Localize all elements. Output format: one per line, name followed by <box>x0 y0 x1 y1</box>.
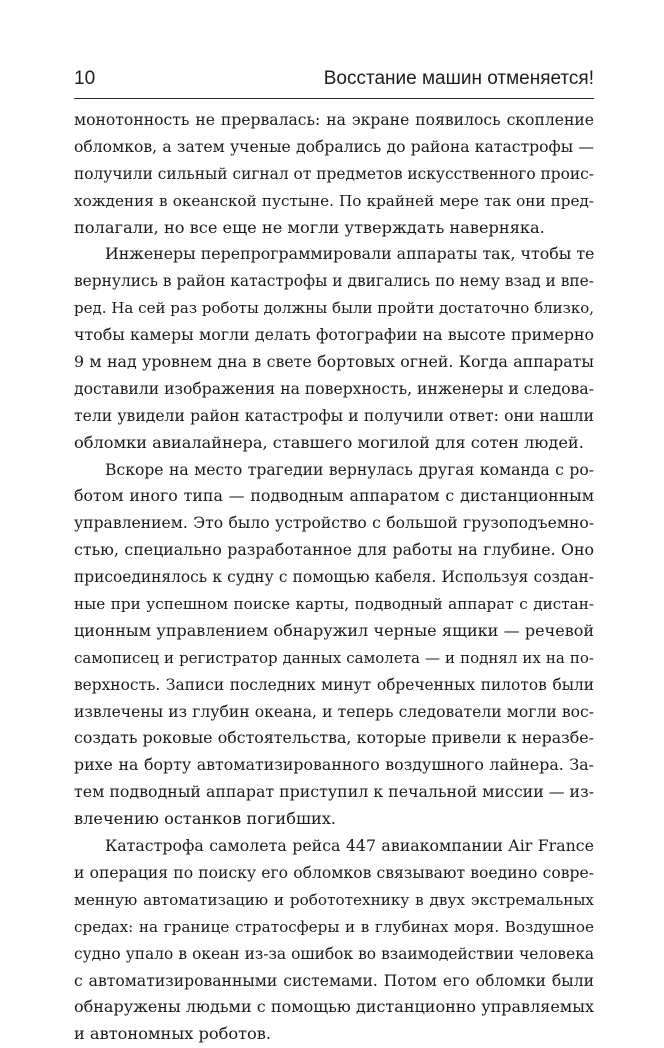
text-line: создать роковые обстоятельства, которые привели к неразбе- <box>74 728 594 748</box>
text-line: рихе на борту автоматизированного воздушного лайнера. За- <box>74 755 594 775</box>
text-line: доставили изображения на поверхность, инженеры и следова- <box>74 379 594 398</box>
text-line: обломки авиалайнера, ставшего могилой для сотен людей. <box>74 432 584 452</box>
text-line: ционным управлением обнаружил черные ящики — речевой <box>74 620 594 640</box>
running-title: Восстание машин отменяется! <box>323 68 594 89</box>
text-line: влечению останков погибших. <box>74 809 337 829</box>
text-line: обломков, а затем ученые добрались до района катастрофы — <box>74 137 594 156</box>
text-line: средах: на границе стратосферы и в глубинах моря. Воздушное <box>74 917 594 936</box>
text-line: самописец и регистратор данных самолета — и поднял их на по- <box>74 648 594 667</box>
text-line: получили сильный сигнал от предметов искусственного проис- <box>74 164 594 183</box>
text-line: вернулись в район катастрофы и двигались по нему взад и впе- <box>74 272 594 291</box>
text-line: верхность. Записи последних минут обреченных пилотов были <box>74 675 594 694</box>
text-line: чтобы камеры могли делать фотографии на высоте примерно <box>74 325 594 345</box>
text-line: извлечены из глубин океана, и теперь следователи могли вос- <box>74 702 594 721</box>
text-line: тели увидели район катастрофы и получили ответ: они нашли <box>74 406 594 425</box>
text-line: ные при успешном поиске карты, подводный аппарат с дистан- <box>74 595 594 614</box>
text-line: менную автоматизацию и робототехнику в двух экстремальных <box>74 890 594 909</box>
paragraph-1 <box>74 107 594 241</box>
paragraph-4 <box>74 833 594 1048</box>
text-line: тем подводный аппарат приступил к печальной миссии — из- <box>74 782 594 802</box>
text-line: Катастрофа самолета рейса 447 авиакомпании Air France <box>105 836 594 856</box>
paragraph-3 <box>74 457 594 833</box>
text-line: и операция по поиску его обломков связывают воедино совре- <box>74 863 594 882</box>
text-line: обнаружены людьми с помощью дистанционно управляемых <box>74 997 594 1017</box>
text-line: Инженеры перепрограммировали аппараты так, чтобы те <box>105 244 594 264</box>
text-line: 9 м над уровнем дна в свете бортовых огней. Когда аппараты <box>74 352 594 372</box>
text-line: и автономных роботов. <box>74 1024 272 1044</box>
text-line: ред. На сей раз роботы должны были пройти достаточно близко, <box>74 299 594 318</box>
text-line: полагали, но все еще не могли утверждать наверняка. <box>74 217 545 237</box>
page-number: 10 <box>74 68 96 89</box>
body-text <box>74 107 594 1048</box>
text-line: Вскоре на место трагедии вернулась другая команда с ро- <box>105 460 594 479</box>
text-line: присоединялось к судну с помощью кабеля. Используя создан- <box>74 568 594 587</box>
text-line: хождения в океанской пустыне. По крайней мере так они пред- <box>74 191 594 210</box>
text-line: с автоматизированными системами. Потом его обломки были <box>74 971 594 990</box>
header-rule <box>74 98 594 99</box>
text-line: монотонность не прервалась: на экране появилось скопление <box>74 111 594 129</box>
text-line: судно упало в океан из-за ошибок во взаимодействии человека <box>74 944 594 963</box>
text-line: управлением. Это было устройство с большой грузоподъемно- <box>74 514 594 533</box>
text-line: ботом иного типа — подводным аппаратом с дистанционным <box>74 486 594 506</box>
running-head <box>74 68 594 94</box>
paragraph-2 <box>74 241 594 456</box>
text-line: стью, специально разработанное для работы на глубине. Оно <box>74 540 594 560</box>
